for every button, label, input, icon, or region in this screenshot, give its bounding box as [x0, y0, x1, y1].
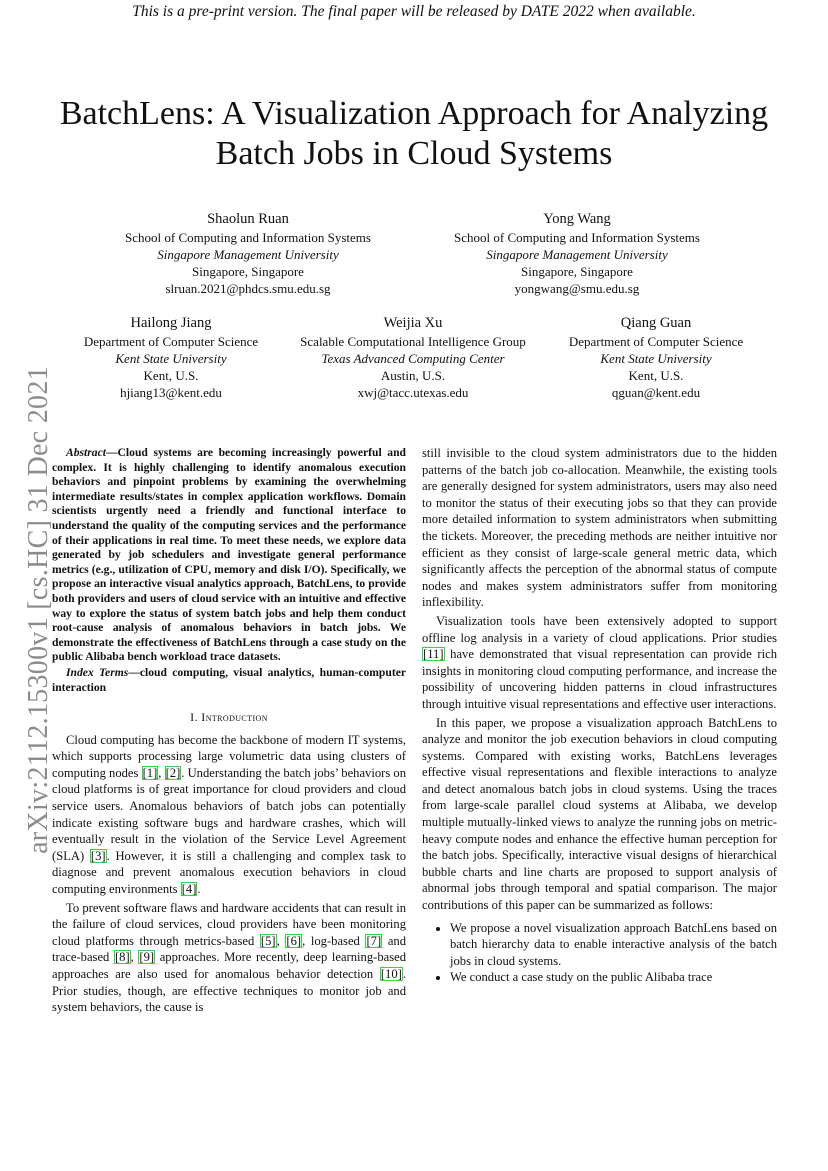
intro-text: and trace-based	[52, 933, 406, 965]
citation-link[interactable]: [9]	[139, 950, 155, 965]
index-terms	[52, 666, 406, 695]
author-block	[78, 210, 418, 297]
author-email[interactable]: hjiang13@kent.edu	[120, 385, 222, 400]
author-dept: Scalable Computational Intelligence Group	[300, 334, 526, 349]
author-dept: School of Computing and Information Systems	[454, 230, 700, 245]
author-dept: Department of Computer Science	[568, 334, 744, 349]
section-heading: I. Introduction	[190, 710, 268, 725]
index-terms-label: Index Terms	[66, 665, 129, 679]
index-terms-text: —cloud computing, visual analytics, human-computer interaction	[52, 665, 406, 694]
intro-text: Cloud computing has become the backbone of modern IT systems, which supports processing large volumetric data using clusters of computing nodes	[52, 732, 406, 780]
author-email[interactable]: slruan.2021@phdcs.smu.edu.sg	[165, 281, 331, 296]
author-block	[56, 314, 286, 401]
citation-link[interactable]: [11]	[423, 647, 444, 662]
intro-text: To prevent software flaws and hardware accidents that can result in the failure of cloud services, cloud providers have been monitoring cloud platforms through metrics-based	[52, 900, 406, 948]
author-org: Texas Advanced Computing Center	[321, 351, 505, 366]
citation-link[interactable]: [3]	[90, 848, 106, 863]
left-column	[52, 446, 406, 1016]
intro-paragraph-2: To prevent software flaws and hardware accidents that can result in the failure of cloud services, cloud providers have been monitoring cloud platforms through metrics-based [5], [6], log-based [7] and trace-based [8], [9] approaches. More recently, deep learning-based approaches are also used for anomalous behavior detection [10]. Prior studies, though, are effective techniques to monitor job and system behaviors, the cause is	[52, 900, 407, 1015]
body-paragraph: In this paper, we propose a visualization approach BatchLens to analyze and monitor the job execution behaviors in cloud computing systems. Compared with existing works, BatchLens leverages effective visual representations and flexible interactions to analyze and detect anomalous batch jobs in cloud systems. Using the traces from large-scale parallel cloud systems at Alibaba, we develop multiple mutually-linked views to analyze the running jobs on metric-heavy compute nodes and enhance the effective human perception for the batch jobs. Specifically, interactive visual designs of hierarchical bubble charts and line charts are proposed to support analysis of abnormal jobs through temporal and spatial comparison. The major contributions of this paper can be summarized as follows:	[422, 715, 777, 913]
author-name: Qiang Guan	[620, 315, 692, 331]
author-location: Austin, U.S.	[380, 368, 446, 383]
author-org: Kent State University	[600, 351, 712, 366]
body-text: Visualization tools have been extensively adopted to support offline log analysis in a variety of cloud applications. Prior studies	[422, 613, 777, 645]
citation-link[interactable]: [2]	[165, 765, 181, 780]
citation-link[interactable]: [6]	[286, 933, 302, 948]
author-email[interactable]: yongwang@smu.edu.sg	[514, 281, 640, 296]
abstract-label: Abstract	[66, 446, 106, 459]
body-paragraph: still invisible to the cloud system administrators due to the hidden patterns of the batch job co-allocation. Meanwhile, the existing tools are generally designed for system administrators, users may also need to monitor the status of their executing jobs so that they can provide more detailed information to system administrators when submitting the tickets. Moreover, the preceding methods are neither intuitive nor efficient as they consist of large-scale general metric data, which significantly affects the perception of the abnormal status of compute nodes and makes system administrators suffer from monitoring inflexibility.	[422, 446, 777, 610]
author-dept: Department of Computer Science	[83, 334, 259, 349]
paper-title	[40, 94, 788, 174]
list-item: • We propose a novel visualization approach BatchLens based on batch hierarchy data to enable interactive analysis of the batch jobs in cloud systems.	[450, 920, 777, 970]
list-item: • We conduct a case study on the public Alibaba trace	[450, 969, 777, 986]
preprint-notice: This is a pre-print version. The final paper will be released by DATE 2022 when available.	[132, 3, 696, 20]
author-location: Singapore, Singapore	[521, 264, 633, 279]
author-org: Singapore Management University	[157, 247, 339, 262]
title-line-2: Batch Jobs in Cloud Systems	[215, 135, 613, 172]
author-name: Yong Wang	[543, 211, 611, 227]
intro-text: , log-based	[302, 933, 366, 948]
arxiv-identifier[interactable]: arXiv:2112.15300v1 [cs.HC] 31 Dec 2021	[23, 366, 54, 854]
citation-link[interactable]: [5]	[260, 933, 276, 948]
intro-text: Understanding the batch jobs’ behaviors on cloud platforms is of great importance for cloud providers and cloud service users. Anomalous behaviors of batch jobs can potentially indicate existing software bugs and hardware crashes, which will eventually result in the violation of the Service Level Agreement (SLA)	[52, 765, 407, 863]
citation-link[interactable]: [7]	[366, 933, 382, 948]
intro-text: approaches. More recently, deep learning-based approaches are also used for anomalous behavior detection	[52, 950, 407, 981]
author-name: Hailong Jiang	[130, 315, 212, 331]
body-text: have demonstrated that visual representation can provide rich insights in monitoring cloud computing performance, and increase the possibility of uncovering hidden patterns in cloud infrastructures through intuitive visual representations and effective user interactions.	[422, 647, 777, 711]
author-location: Kent, U.S.	[628, 368, 684, 383]
author-block	[407, 210, 747, 297]
title-line-1: BatchLens: A Visualization Approach for Analyzing	[59, 95, 769, 132]
citation-link[interactable]: [4]	[181, 882, 197, 897]
citation-link[interactable]: [10]	[380, 967, 402, 981]
citation-link[interactable]: [8]	[114, 950, 130, 965]
right-column	[422, 445, 777, 986]
body-paragraph	[422, 613, 777, 713]
intro-text: . Prior studies, though, are effective techniques to monitor job and system behaviors, the cause is	[52, 967, 406, 1015]
citation-link[interactable]: [1]	[142, 765, 158, 780]
author-email[interactable]: qguan@kent.edu	[611, 385, 701, 400]
intro-text: . However, it is still a challenging and complex task to diagnose and prevent anomalous execution behaviors in cloud computing environments	[52, 848, 407, 897]
author-org: Singapore Management University	[486, 247, 668, 262]
contributions-list	[422, 920, 777, 986]
author-dept: School of Computing and Information Systems	[125, 230, 371, 245]
author-email[interactable]: xwj@tacc.utexas.edu	[357, 385, 469, 400]
author-name: Shaolun Ruan	[207, 211, 289, 227]
author-location: Singapore, Singapore	[192, 264, 304, 279]
abstract	[52, 446, 406, 665]
author-block	[545, 314, 767, 401]
author-name: Weijia Xu	[383, 315, 443, 331]
intro-paragraph-1: Cloud computing has become the backbone of modern IT systems, which supports processing large volumetric data using clusters of computing nodes [1], [2]. Understanding the batch jobs’ behaviors on cloud platforms is of great importance for cloud providers and cloud service users. Anomalous behaviors of batch jobs can potentially indicate existing software bugs and hardware crashes, which will eventually result in the violation of the Service Level Agreement (SLA) [3]. However, it is still a challenging and complex task to diagnose and prevent anomalous execution behaviors in cloud computing environments [4].	[52, 732, 407, 897]
author-block	[282, 314, 544, 401]
author-org: Kent State University	[115, 351, 227, 366]
abstract-text: —Cloud systems are becoming increasingly powerful and complex. It is highly challenging to identify anomalous execution behaviors and pinpoint problems by examining the overwhelming intermediate results/states in complex application workflows. Domain scientists urgently need a friendly and functional interface to understand the quality of the computing services and the performance of their applications in real time. To meet these needs, we explore data generated by job schedulers and investigate general performance metrics (e.g., utilization of CPU, memory and disk I/O). Specifically, we propose an interactive visual analytics approach, BatchLens, to provide both providers and users of cloud service with an intuitive and effective way to explore the status of system batch jobs and help them conduct root-cause analysis of anomalous behaviors in batch jobs. We demonstrate the effectiveness of BatchLens through a case study on the public Alibaba bench workload trace datasets.	[52, 446, 406, 664]
author-location: Kent, U.S.	[143, 368, 199, 383]
